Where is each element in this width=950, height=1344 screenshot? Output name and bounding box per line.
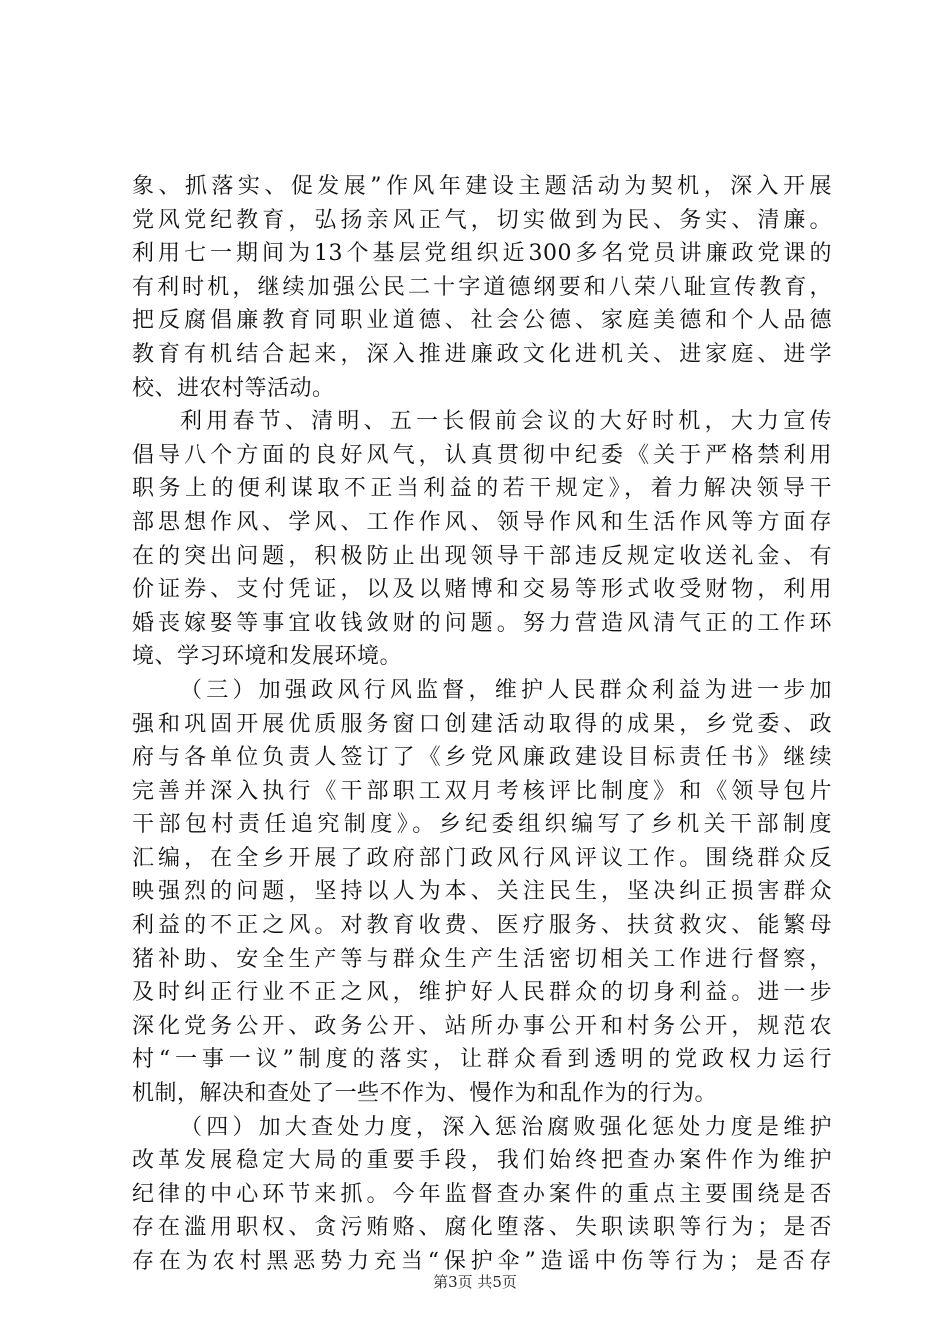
text-line: 婚丧嫁娶等事宜收钱敛财的问题。努力营造风清气正的工作环 (132, 610, 832, 636)
text-line: 及时纠正行业不正之风，维护好人民群众的切身利益。进一步 (132, 980, 832, 1006)
text-line: 在的突出问题，积极防止出现领导干部违反规定收送礼金、有 (132, 543, 832, 569)
paragraph (132, 170, 832, 405)
text-line: 村“一事一议”制度的落实，让群众看到透明的党政权力运行 (132, 1047, 832, 1073)
text-line: 党风党纪教育，弘扬亲风正气，切实做到为民、务实、清廉。 (132, 207, 832, 233)
text-line: （三）加强政风行风监督，维护人民群众利益为进一步加 (180, 677, 832, 703)
text-line: 映强烈的问题，坚持以人为本、关注民生，坚决纠正损害群众 (132, 879, 832, 905)
text-line: 利用七一期间为13个基层党组织近300多名党员讲廉政党课的 (132, 241, 832, 267)
text-line: 府与各单位负责人签订了《乡党风廉政建设目标责任书》继续 (132, 745, 832, 771)
text-line: 干部包村责任追究制度》。乡纪委组织编写了乡机关干部制度 (132, 812, 832, 838)
text-line: 境、学习环境和发展环境。 (132, 644, 403, 670)
document-body (132, 170, 832, 1279)
page-number-label: 第3页 共5页 (433, 1273, 517, 1291)
page-footer (0, 1272, 950, 1292)
text-line: 象、抓落实、促发展”作风年建设主题活动为契机，深入开展 (132, 174, 832, 199)
text-line: 存在为农村黑恶势力充当“保护伞”造谣中伤等行为；是否存 (132, 1249, 832, 1274)
text-line: 存在滥用职权、贪污贿赂、腐化堕落、失职读职等行为；是否 (132, 1215, 832, 1241)
text-line: 汇编，在全乡开展了政府部门政风行风评议工作。围绕群众反 (132, 845, 832, 871)
text-line: 倡导八个方面的良好风气，认真贯彻中纪委《关于严格禁利用 (132, 442, 832, 468)
text-line: 职务上的便利谋取不正当利益的若干规定》，着力解决领导干 (132, 476, 832, 502)
paragraph (132, 674, 832, 1111)
text-line: 强和巩固开展优质服务窗口创建活动取得的成果，乡党委、政 (132, 711, 832, 737)
text-line: 利益的不正之风。对教育收费、医疗服务、扶贫救灾、能繁母 (132, 913, 832, 939)
text-line: 部思想作风、学风、工作作风、领导作风和生活作风等方面存 (132, 509, 832, 535)
text-line: （四）加大查处力度，深入惩治腐败强化惩处力度是维护 (180, 1114, 832, 1140)
text-line: 教育有机结合起来，深入推进廉政文化进机关、进家庭、进学 (132, 341, 832, 367)
text-line: 价证券、支付凭证，以及以赌博和交易等形式收受财物，利用 (132, 577, 832, 603)
text-line: 校、进农村等活动。 (132, 375, 335, 401)
text-line: 猪补助、安全生产等与群众生产生活密切相关工作进行督察， (132, 946, 832, 972)
text-line: 改革发展稳定大局的重要手段，我们始终把查办案件作为维护 (132, 1148, 832, 1174)
paragraph (132, 405, 832, 674)
text-line: 完善并深入执行《干部职工双月考核评比制度》和《领导包片 (132, 778, 832, 804)
paragraph (132, 1111, 832, 1279)
text-line: 有利时机，继续加强公民二十字道德纲要和八荣八耻宣传教育， (132, 274, 832, 300)
text-line: 深化党务公开、政务公开、站所办事公开和村务公开，规范农 (132, 1013, 832, 1039)
text-line: 纪律的中心环节来抓。今年监督查办案件的重点主要围绕是否 (132, 1181, 832, 1207)
text-line: 机制，解决和查处了一些不作为、慢作为和乱作为的行为。 (132, 1081, 718, 1107)
text-line: 利用春节、清明、五一长假前会议的大好时机，大力宣传 (180, 409, 832, 435)
text-line: 把反腐倡廉教育同职业道德、社会公德、家庭美德和个人品德 (132, 308, 832, 334)
